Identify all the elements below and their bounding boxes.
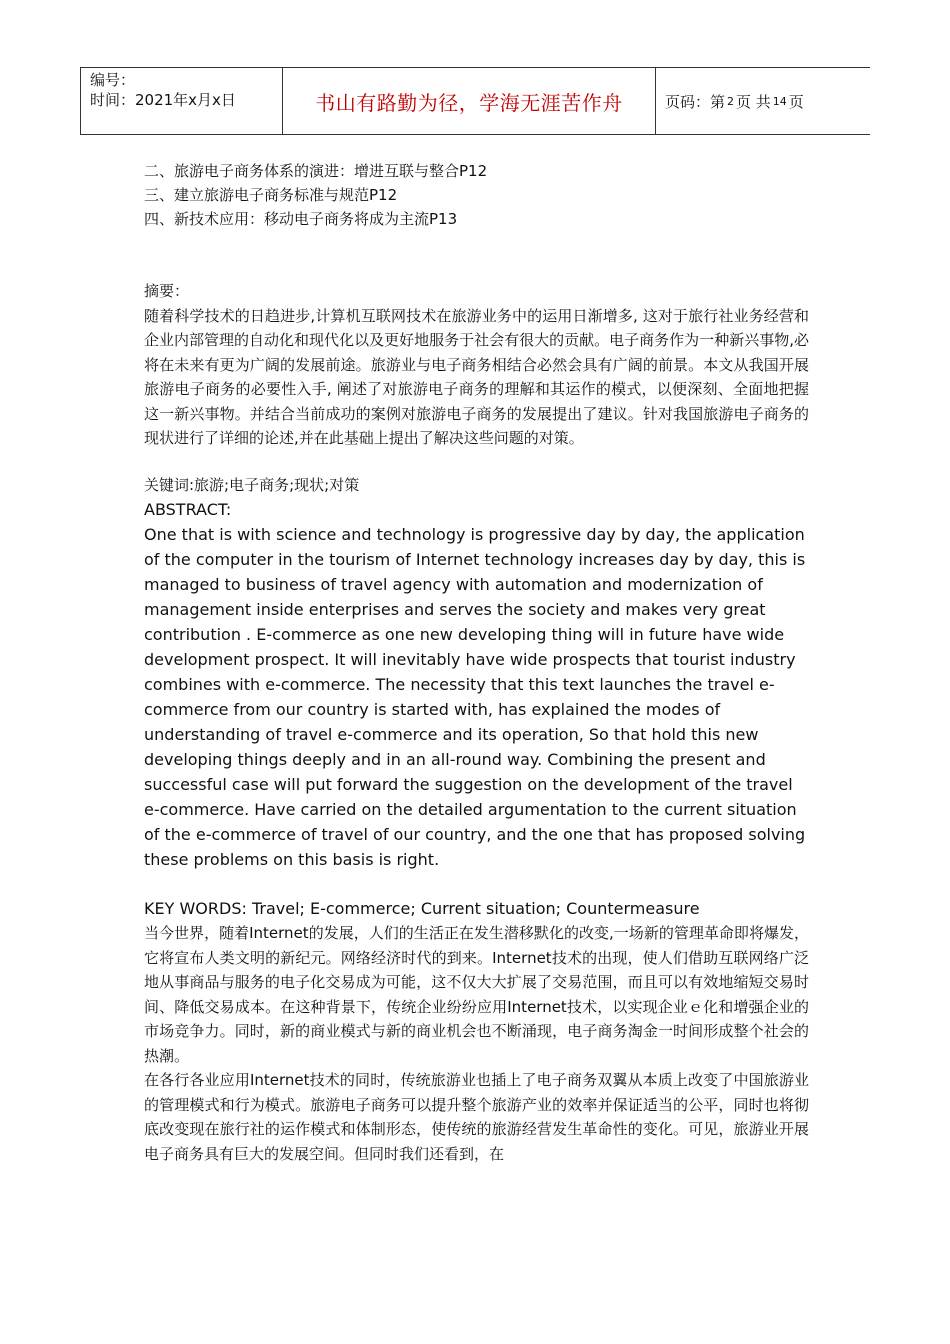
abstract-cn-heading: 摘要： <box>144 282 190 300</box>
body-paragraph: 在各行各业应用Internet技术的同时，传统旅游业也插上了电子商务双翼从本质上改变了中国旅游业的管理模式和行为模式。旅游电子商务可以提升整个旅游产业的效率并保证适当的公平，同时也将彻底改变现在旅行社的运作模式和体制形态，使传统的旅游经营发生革命性的变化。可见，旅游业开展电子商务具有巨大的发展空间。但同时我们还看到，在 <box>144 1071 809 1163</box>
keywords-en: KEY WORDS: Travel; E-commerce; Current situation; Countermeasure <box>144 899 700 918</box>
keywords-cn: 关键词:旅游;电子商务;现状;对策 <box>144 475 360 494</box>
document-time: 时间：2021年x月x日 <box>90 91 236 109</box>
abstract-en-heading: ABSTRACT: <box>144 500 232 519</box>
document-body <box>144 159 809 1166</box>
abstract-cn-body: 随着科学技术的日趋进步,计算机互联网技术在旅游业务中的运用日渐增多, 这对于旅行社业务经营和企业内部管理的自动化和现代化以及更好地服务于社会有很大的贡献。电子商务作为一种新兴事物,必将在未来有更为广阔的发展前途。旅游业与电子商务相结合必然会具有广阔的前景。本文从我国开展旅游电子商务的必要性入手, 阐述了对旅游电子商务的理解和其运作的模式，以便深刻、全面地把握这一新兴事物。并结合当前成功的案例对旅游电子商务的发展提出了建议。针对我国旅游电子商务的现状进行了详细的论述,并在此基础上提出了解决这些问题的对策。 <box>144 306 809 447</box>
page-prefix: 页码：第 <box>665 92 726 111</box>
toc-item: 四、新技术应用：移动电子商务将成为主流P13 <box>144 210 458 228</box>
abstract-en-body: One that is with science and technology is progressive day by day, the application of the computer in the tourism of Internet technology increases day by day, this is managed to business of travel agency with automation and modernization of management inside enterprises and serves the society and makes very great contribution . E-commerce as one new developing thing will in future have wide development prospect. It will inevitably have wide prospects that tourist industry combines with e-commerce. The necessity that this text launches the travel e-commerce from our country is started with, has explained the modes of understanding of travel e-commerce and its operation, So that hold this new developing things deeply and in an all-round way. Combining the present and successful case will put forward the suggestion on the development of the travel e-commerce. Have carried on the detailed argumentation to the current situation of the e-commerce of travel of our country, and the one that has proposed solving these problems on this basis is right. <box>144 525 806 869</box>
body-paragraph: 当今世界，随着Internet的发展，人们的生活正在发生潜移默化的改变,一场新的管理革命即将爆发，它将宣布人类文明的新纪元。网络经济时代的到来。Internet技术的出现，使人们借助互联网络广泛地从事商品与服务的电子化交易成为可能，这不仅大大扩展了交易范围，而且可以有效地缩短交易时间、降低交易成本。在这种背景下，传统企业纷纷应用Internet技术，以实现企业ｅ化和增强企业的市场竞争力。同时，新的商业模式与新的商业机会也不断涌现，电子商务淘金一时间形成整个社会的热潮。 <box>144 924 809 1065</box>
toc-item: 二、旅游电子商务体系的演进：增进互联与整合P12 <box>144 162 488 180</box>
page-suffix: 页 <box>788 92 804 111</box>
header-motto: 书山有路勤为径，学海无涯苦作舟 <box>283 68 656 134</box>
document-header <box>80 67 870 135</box>
page-current: 2 <box>727 94 735 108</box>
page-indicator <box>656 68 870 134</box>
document-number-label: 编号： <box>90 71 136 89</box>
toc-item: 三、建立旅游电子商务标准与规范P12 <box>144 186 398 204</box>
header-meta <box>81 68 283 134</box>
page-total: 14 <box>772 94 787 108</box>
page-mid: 页 共 <box>736 92 771 111</box>
